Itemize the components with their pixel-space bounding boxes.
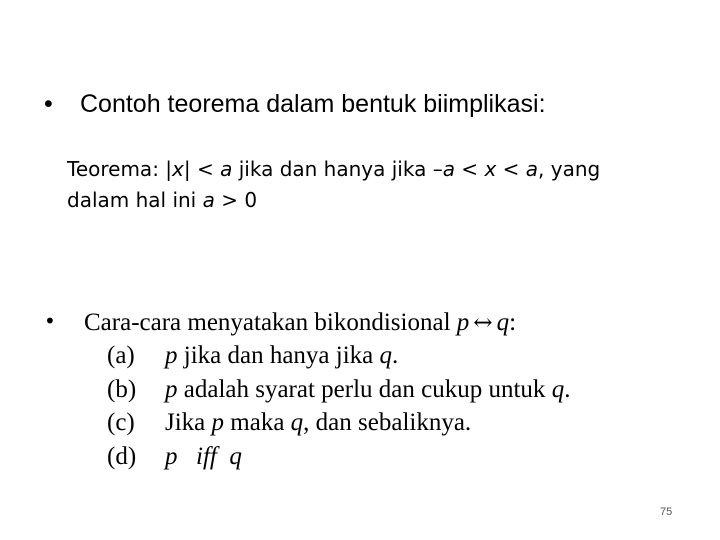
theorem-line-1: Teorema: |x| < a jika dan hanya jika –a < x < a, yang — [67, 157, 601, 181]
var-p: p — [456, 309, 470, 336]
var-q: q — [496, 309, 510, 336]
item-label: (a) — [107, 342, 135, 369]
list-item: (d) p iff q — [107, 440, 570, 474]
biconditional-forms-list — [107, 339, 570, 473]
item-label: (b) — [107, 375, 137, 403]
bullet-biconditional: • Cara-cara menyatakan bikondisional p ↔ q: — [44, 305, 516, 340]
item-label: (c) — [107, 409, 135, 436]
bullet-marker: • — [44, 90, 53, 118]
list-item: (b) p adalah syarat perlu dan cukup untuk q. — [107, 373, 570, 407]
item-label: (d) — [107, 442, 137, 470]
var-a: a — [202, 188, 215, 212]
theorem-label: Teorema — [67, 157, 153, 181]
list-item: (c) Jika p maka q, dan sebaliknya. — [107, 406, 570, 440]
list-item: (a) p jika dan hanya jika q. — [107, 339, 570, 373]
page-number: 75 — [660, 506, 673, 518]
var-x: x — [484, 157, 497, 181]
bullet-text: Cara-cara menyatakan bikondisional — [84, 309, 457, 336]
theorem-block — [67, 154, 687, 216]
var-a: a — [525, 157, 539, 181]
biconditional-arrow-icon: ↔ — [473, 310, 493, 336]
var-x: x — [172, 157, 184, 181]
bullet-text: Contoh teorema dalam bentuk biimplikasi: — [80, 90, 546, 118]
var-a: a — [442, 157, 455, 181]
theorem-line-2: dalam hal ini a > 0 — [67, 188, 258, 212]
bullet-example-theorem — [44, 86, 546, 122]
var-a: a — [220, 157, 233, 181]
bullet-marker: • — [44, 309, 56, 333]
